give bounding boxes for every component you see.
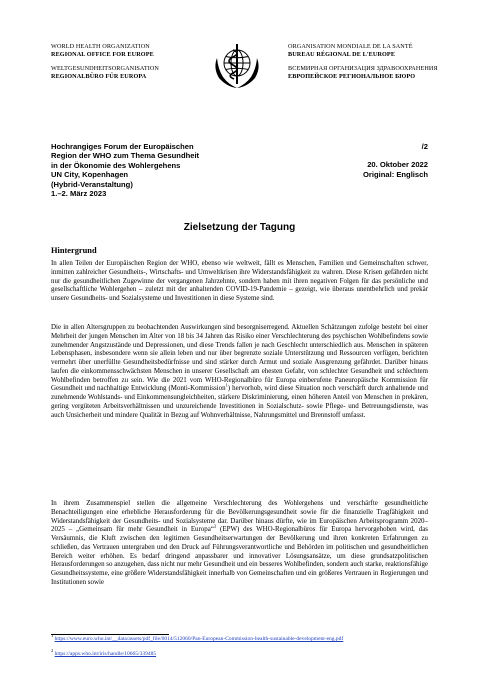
document-title: Zielsetzung der Tagung bbox=[183, 222, 296, 233]
org-name-fr: ORGANISATION MONDIALE DE LA SANTÉ bbox=[288, 43, 413, 50]
footnote-link-1[interactable]: https://www.euro.who.int/__data/assets/pdf_file/0014/512060/Pan-European-Commission-health-sustainable-development-eng.pdf bbox=[54, 636, 344, 642]
footnote-ref-1[interactable]: 1 bbox=[225, 382, 228, 388]
org-name-de: WELTGESUNDHEITSORGANISATION bbox=[51, 65, 159, 73]
section-heading: Hintergrund bbox=[51, 246, 97, 255]
footnote-mark: 2 bbox=[51, 648, 54, 654]
original-language: Original: Englisch bbox=[363, 169, 428, 179]
event-line: in der Ökonomie des Wohlergehens bbox=[51, 160, 181, 170]
header-right-org-names bbox=[288, 43, 438, 80]
event-line: (Hybrid-Veranstaltung) bbox=[51, 179, 133, 189]
header-left-org-names bbox=[51, 43, 159, 80]
paragraph-3-text-a: In ihrem Zusammenspiel stellen die allgemeine Verschlechterung des Wohlergehens und verschärfte gesundheitliche Benachteiligungen eine erhebliche Herausforderung für die Bevölkerungsgesundheit sowie für die finanzielle Tragfähigkeit und Widerstandsfähigkeit der Gesundheits- und Sozialsysteme dar. Darüber hinaus dürfte, wie im Europäischen Arbeitsprogramm 2020–2025 – „Gemeinsam für mehr Gesundheit in Europa“ bbox=[51, 499, 428, 534]
paragraph-3 bbox=[51, 499, 428, 587]
event-line: 1.–2. März 2023 bbox=[51, 189, 107, 199]
office-name-fr: BUREAU RÉGIONAL DE L'EUROPE bbox=[288, 50, 396, 58]
paragraph-1: In allen Teilen der Europäischen Region der WHO, ebenso wie weltweit, fällt es Menschen, Familien und Gemeinschaften schwer, inmitten zahlreicher Gesundheits-, Wirtschafts- und Umweltkrisen ihre Widerstandsfähigkeit zu wahren. Diese Krisen gefährden nicht nur die gesundheitlichen Zugewinne der vergangenen Jahrzehnte, sondern haben mit ihren negativen Folgen für das persönliche und gesellschaftliche Wohlergehen – zuletzt mit der anhaltenden COVID-19-Pandemie – gezeigt, wie überaus unentbehrlich und prekär unsere Gesundheits- und Sozialsysteme und Investitionen in diese Systeme sind. bbox=[51, 259, 428, 302]
office-name-de: REGIONALBÜRO FÜR EUROPA bbox=[51, 72, 147, 80]
footnote-ref-2[interactable]: 2 bbox=[213, 523, 217, 529]
event-line: UN City, Kopenhagen bbox=[51, 170, 129, 180]
org-name-en: WORLD HEALTH ORGANIZATION bbox=[51, 43, 150, 50]
event-line: Region der WHO zum Thema Gesundheit bbox=[51, 151, 200, 161]
office-name-ru: ЕВРОПЕЙСКОЕ РЕГИОНАЛЬНОЕ БЮРО bbox=[288, 72, 416, 80]
document-meta bbox=[363, 142, 428, 179]
paragraph-2 bbox=[51, 323, 428, 419]
office-name-en: REGIONAL OFFICE FOR EUROPE bbox=[51, 50, 154, 58]
footnote-link-2[interactable]: https://apps.who.int/iris/handle/10665/339485 bbox=[54, 651, 157, 657]
footnote-mark: 1 bbox=[51, 633, 54, 639]
paragraph-2-text-a: Die in allen Altersgruppen zu beobachtenden Auswirkungen sind besorgniserregend. Aktuellen Schätzungen zufolge besteht bei einer Mehrheit der jungen Menschen im Alter von 18 bis 34 Jahren das Risiko einer Verschlechterung des psychischen Wohlbefindens sowie zunehmender Angstzustände und Depressionen, und diese Trends fallen je nach Geschlecht unterschiedlich aus. Menschen in späteren Lebensphasen, insbesondere wenn sie allein leben und nur über begrenzte soziale Unterstützung und Ressourcen verfügen, berichten vermehrt über unerfüllte Gesundheitsbedürfnisse und sind stärker durch Armut und soziale Ausgrenzung gefährdet. Darüber hinaus laufen die einkommensschwächsten Menschen in unserer Gesellschaft am ehesten Gefahr, von schlechter Gesundheit und schlechtem Wohlbefinden betroffen zu sein. Wie die 2021 vom WHO-Regionalbüro für Europa einberufene Paneuropäische Kommission für Gesundheit und nachhaltige Entwicklung (Monti-Kommission bbox=[51, 323, 428, 393]
document-date: 20. Oktober 2022 bbox=[367, 160, 428, 170]
who-emblem-icon bbox=[209, 38, 265, 92]
footnote-1 bbox=[51, 633, 431, 643]
paragraph-3-text-b: (EPW) des WHO-Regionalbüros für Europa hervorgehoben wird, das Versäumnis, die Kluft zwischen den legitimen Gesundheitserwartungen der Bevölkerung und ihren konkreten Erfahrungen zu schließen, das Vertrauen untergraben und den Druck auf Führungsverantwortliche und Behörden im politischen und gesundheitlichen Bereich weiter erhöhen. Es bedarf dringend anpassbarer und innovativer Lösungsansätze, um diese grundsatzpolitischen Herausforderungen so anzugehen, dass nicht nur mehr Gesundheit und ein besseres Wohlbefinden, sondern auch starke, reaktionsfähige Gesundheitssysteme, eine größere Widerstandsfähigkeit innerhalb von Gemeinschaften und ein größeres Vertrauen in Regierungen und Institutionen sowie bbox=[51, 525, 428, 586]
document-number: /2 bbox=[421, 142, 428, 151]
footnote-2 bbox=[51, 648, 431, 658]
paragraph-2-text-b: ) hervorhob, wird diese Situation noch verschärft durch anhaltende und zunehmende Wohlstands- und Einkommensungleichheiten, stärkere Diskriminierung, einen höheren Anteil von Menschen in prekären, gering vergüteten Arbeitsverhältnissen und unzureichende Investitionen in Sozialschutz- sowie Pflege- und Betreuungsdienste, was auch Unsicherheit und mindere Qualität in Bezug auf Wohnverhältnisse, Nahrungsmittel und Brennstoff umfasst. bbox=[51, 384, 428, 419]
event-line: Hochrangiges Forum der Europäischen bbox=[51, 142, 194, 151]
footnote-divider bbox=[51, 634, 169, 635]
event-info bbox=[51, 142, 199, 198]
org-name-ru: ВСЕМИРНАЯ ОРГАНИЗАЦИЯ ЗДРАВООХРАНЕНИЯ bbox=[288, 65, 438, 73]
